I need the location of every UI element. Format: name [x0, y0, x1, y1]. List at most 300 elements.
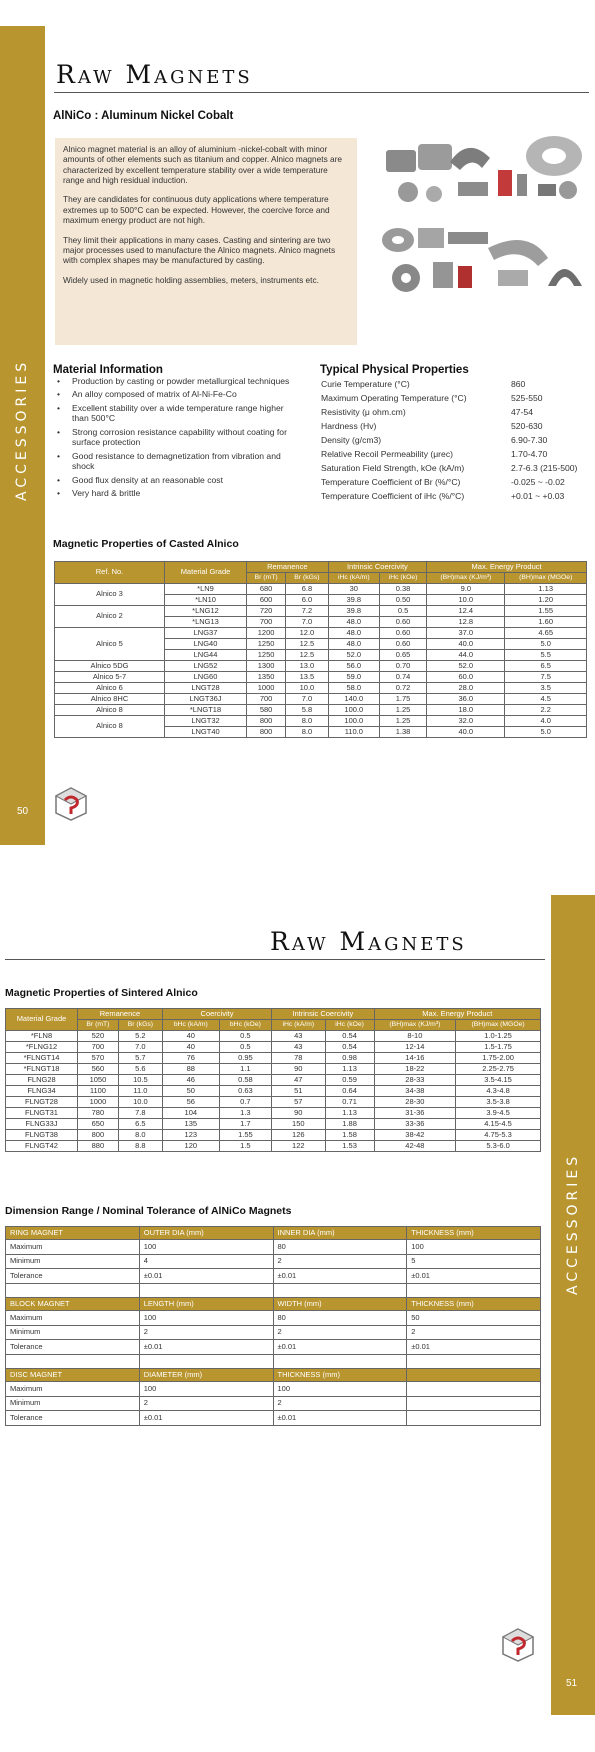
- section-header: [407, 1369, 541, 1382]
- table-row: [6, 1311, 541, 1326]
- table-cell: 12.0: [286, 627, 328, 638]
- table-cell: 100: [139, 1311, 273, 1326]
- table-cell: 3.5-3.8: [456, 1096, 541, 1107]
- table-cell: 100: [407, 1240, 541, 1255]
- table-row: [6, 1041, 541, 1052]
- column-header: Remanence: [78, 1009, 163, 1020]
- table-row: [6, 1118, 541, 1129]
- table-cell: 0.60: [379, 616, 426, 627]
- table-row: [6, 1340, 541, 1355]
- side-label: ACCESSORIES: [565, 1152, 581, 1295]
- table-cell: 8.0: [286, 726, 328, 737]
- table-cell: FLNG28: [6, 1074, 78, 1085]
- table-cell: 37.0: [427, 627, 505, 638]
- table-row: [6, 1129, 541, 1140]
- magnets-photo-2: [378, 218, 588, 298]
- table-cell: 7.5: [505, 671, 587, 682]
- table-row: [6, 1396, 541, 1411]
- table-cell: 32.0: [427, 715, 505, 726]
- table-cell: 52.0: [427, 660, 505, 671]
- table-cell: 2.25-2.75: [456, 1063, 541, 1074]
- table-cell: 100: [139, 1382, 273, 1397]
- table-cell: 31-36: [374, 1107, 456, 1118]
- spacer-cell: [273, 1354, 407, 1369]
- table-cell: 1350: [247, 671, 286, 682]
- column-subheader: (BH)max (KJ/m³): [374, 1020, 456, 1031]
- table-cell: 100: [139, 1240, 273, 1255]
- table-cell: 5.0: [505, 726, 587, 737]
- table-cell: 47: [272, 1074, 325, 1085]
- table-cell: 560: [78, 1063, 119, 1074]
- table-cell: 13.5: [286, 671, 328, 682]
- table-cell: 1.13: [325, 1107, 374, 1118]
- table-cell: 18-22: [374, 1063, 456, 1074]
- table-cell: 0.63: [219, 1085, 271, 1096]
- material-info-heading: Material Information: [53, 364, 163, 376]
- table-cell: 1.7: [219, 1118, 271, 1129]
- table-cell: 1.25: [379, 704, 426, 715]
- table-cell: LNG60: [165, 671, 247, 682]
- column-header: Intrinsic Coercivity: [328, 562, 427, 573]
- table-cell: 880: [78, 1140, 119, 1151]
- table-cell: 50: [162, 1085, 219, 1096]
- table-cell: 6.8: [286, 583, 328, 594]
- table-cell: 2: [139, 1396, 273, 1411]
- table-cell: 48.0: [328, 638, 379, 649]
- side-band: [551, 895, 595, 1715]
- intro-paragraph: Widely used in magnetic holding assemblies, meters, instruments etc.: [63, 274, 319, 285]
- intro-paragraph: Alnico magnet material is an alloy of aluminium -nickel-cobalt with minor amounts of other elements such as titanium and copper. Alnico magnets are characterized by excellent temperature stability over a wide temperature range and high residual induction.: [63, 144, 343, 186]
- table-cell: 2: [139, 1325, 273, 1340]
- table-cell: *LN10: [165, 594, 247, 605]
- table-cell: 3.5-4.15: [456, 1074, 541, 1085]
- table-cell: 0.95: [219, 1052, 271, 1063]
- table-cell: 40: [162, 1030, 219, 1041]
- section-header-row: [6, 1227, 541, 1240]
- column-subheader: iHc (kOe): [325, 1020, 374, 1031]
- spacer-cell: [139, 1354, 273, 1369]
- table-cell: 0.60: [379, 627, 426, 638]
- table-cell: 700: [247, 616, 286, 627]
- spacer-row: [6, 1354, 541, 1369]
- table-cell: Maximum: [6, 1311, 140, 1326]
- table-cell: 8.8: [118, 1140, 162, 1151]
- table-cell: 1.88: [325, 1118, 374, 1129]
- table-cell: 1200: [247, 627, 286, 638]
- table-cell: 56.0: [328, 660, 379, 671]
- table-cell: 43: [272, 1041, 325, 1052]
- table-cell: 1300: [247, 660, 286, 671]
- column-header: Material Grade: [165, 562, 247, 584]
- table-cell: 76: [162, 1052, 219, 1063]
- table-cell: 0.70: [379, 660, 426, 671]
- column-header: Material Grade: [6, 1009, 78, 1031]
- table-cell: 1.13: [505, 583, 587, 594]
- table-cell: FLNG33J: [6, 1118, 78, 1129]
- sintered-alnico-table: [5, 1008, 541, 1152]
- table-cell: 57: [272, 1096, 325, 1107]
- table-cell: FLNGT31: [6, 1107, 78, 1118]
- table-cell: 34-38: [374, 1085, 456, 1096]
- column-subheader: iHc (kA/m): [328, 573, 379, 584]
- property-name: Curie Temperature (°C): [321, 379, 410, 389]
- company-logo-icon: [53, 786, 89, 822]
- table-cell: ±0.01: [273, 1340, 407, 1355]
- table-cell: 1.3: [219, 1107, 271, 1118]
- table-cell: 12-14: [374, 1041, 456, 1052]
- table-cell: 680: [247, 583, 286, 594]
- table-row: [55, 660, 587, 671]
- section-header: BLOCK MAGNET: [6, 1298, 140, 1311]
- table-cell: 30: [328, 583, 379, 594]
- table-cell: 12.5: [286, 649, 328, 660]
- table-cell: 1.25: [379, 715, 426, 726]
- section-header: DISC MAGNET: [6, 1369, 140, 1382]
- table-cell: 10.0: [118, 1096, 162, 1107]
- table-cell: *LNG13: [165, 616, 247, 627]
- table-cell: 2: [273, 1396, 407, 1411]
- list-item: • Strong corrosion resistance capability without coating for surface protection: [55, 427, 295, 448]
- list-item: • Good resistance to demagnetization from vibration and shock: [55, 451, 295, 472]
- ref-cell: Alnico 5DG: [55, 660, 165, 671]
- table-cell: Tolerance: [6, 1411, 140, 1426]
- table-cell: 1.75: [379, 693, 426, 704]
- section-header: INNER DIA (mm): [273, 1227, 407, 1240]
- table-cell: 1.5-1.75: [456, 1041, 541, 1052]
- table-cell: 5.8: [286, 704, 328, 715]
- table-cell: 43: [272, 1030, 325, 1041]
- table-cell: 50: [407, 1311, 541, 1326]
- table-cell: 78: [272, 1052, 325, 1063]
- table-cell: 100.0: [328, 704, 379, 715]
- table-cell: 52.0: [328, 649, 379, 660]
- table-cell: 1100: [78, 1085, 119, 1096]
- table-cell: 80: [273, 1311, 407, 1326]
- intro-paragraph: They are candidates for continuous duty applications where temperature extremes up to 500°C can be expected. However, the coercive force and maximum energy product are not high.: [63, 194, 330, 226]
- table-cell: 0.54: [325, 1030, 374, 1041]
- table-cell: 33-36: [374, 1118, 456, 1129]
- table-cell: Minimum: [6, 1325, 140, 1340]
- table-cell: 800: [78, 1129, 119, 1140]
- physical-property-row: [321, 421, 589, 435]
- table-cell: 48.0: [328, 616, 379, 627]
- table-cell: 1000: [247, 682, 286, 693]
- property-name: Temperature Coefficient of iHc (%/°C): [321, 491, 465, 501]
- title-rule: [5, 959, 545, 960]
- table-cell: 520: [78, 1030, 119, 1041]
- table-row: [55, 583, 587, 594]
- property-value: 520-630: [511, 421, 543, 431]
- table-cell: 0.58: [219, 1074, 271, 1085]
- dimension-heading: Dimension Range / Nominal Tolerance of AlNiCo Magnets: [5, 1205, 292, 1217]
- spacer-cell: [139, 1283, 273, 1298]
- table-cell: 150: [272, 1118, 325, 1129]
- table-cell: 4.3-4.8: [456, 1085, 541, 1096]
- table-cell: 0.5: [219, 1030, 271, 1041]
- page-number: 51: [566, 1678, 578, 1689]
- column-subheader: (BH)max (MGOe): [505, 573, 587, 584]
- table-cell: ±0.01: [273, 1269, 407, 1284]
- table-cell: 8.0: [118, 1129, 162, 1140]
- table-cell: 4.15-4.5: [456, 1118, 541, 1129]
- list-item: • Good flux density at an reasonable cost: [55, 475, 295, 485]
- table-cell: 40.0: [427, 638, 505, 649]
- physical-property-row: [321, 491, 589, 505]
- table-row: [6, 1030, 541, 1041]
- table-row: [6, 1074, 541, 1085]
- table-cell: 720: [247, 605, 286, 616]
- intro-paragraph: They limit their applications in many cases. Casting and sintering are two major processes used to manufacture the Alnico magnets. Alnico magnets with complex shapes may be manufactured by casting.: [63, 234, 336, 266]
- table-row: [55, 715, 587, 726]
- table-cell: 0.5: [219, 1041, 271, 1052]
- property-name: Saturation Field Strength, kOe (kA/m): [321, 463, 465, 473]
- table-cell: 90: [272, 1063, 325, 1074]
- physical-property-row: [321, 463, 589, 477]
- table-cell: 44.0: [427, 649, 505, 660]
- table-cell: 13.0: [286, 660, 328, 671]
- table-cell: 10.5: [118, 1074, 162, 1085]
- table-row: [6, 1107, 541, 1118]
- table-cell: 28.0: [427, 682, 505, 693]
- column-subheader: Br (mT): [78, 1020, 119, 1031]
- page-title: Raw Magnets: [56, 60, 253, 89]
- spacer-cell: [407, 1283, 541, 1298]
- section-header: WIDTH (mm): [273, 1298, 407, 1311]
- table-row: [55, 682, 587, 693]
- property-name: Hardness (Hv): [321, 421, 377, 431]
- table-cell: 110.0: [328, 726, 379, 737]
- list-item: • Excellent stability over a wide temperature range higher than 500°C: [55, 403, 295, 424]
- table-cell: 56: [162, 1096, 219, 1107]
- property-name: Resistivity (μ ohm.cm): [321, 407, 406, 417]
- physical-property-row: [321, 477, 589, 491]
- table-cell: 800: [247, 715, 286, 726]
- physical-property-row: [321, 407, 589, 421]
- table-cell: ±0.01: [407, 1269, 541, 1284]
- column-subheader: (BH)max (KJ/m³): [427, 573, 505, 584]
- physical-property-row: [321, 435, 589, 449]
- sintered-heading: Magnetic Properties of Sintered Alnico: [5, 987, 198, 999]
- table-cell: [407, 1382, 541, 1397]
- column-header: Intrinsic Coercivity: [272, 1009, 375, 1020]
- table-cell: 1.38: [379, 726, 426, 737]
- table-cell: 580: [247, 704, 286, 715]
- column-subheader: bHc (kA/m): [162, 1020, 219, 1031]
- property-value: 47-54: [511, 407, 533, 417]
- table-cell: Tolerance: [6, 1340, 140, 1355]
- table-cell: 123: [162, 1129, 219, 1140]
- table-cell: 28-30: [374, 1096, 456, 1107]
- property-value: 1.70-4.70: [511, 449, 548, 459]
- header-row: [55, 562, 587, 573]
- table-cell: ±0.01: [139, 1269, 273, 1284]
- table-cell: 5.7: [118, 1052, 162, 1063]
- table-row: [55, 627, 587, 638]
- table-cell: LNG44: [165, 649, 247, 660]
- ref-cell: Alnico 8: [55, 715, 165, 737]
- table-cell: 6.5: [118, 1118, 162, 1129]
- table-cell: 42-48: [374, 1140, 456, 1151]
- table-cell: *LN9: [165, 583, 247, 594]
- table-cell: 40: [162, 1041, 219, 1052]
- property-value: +0.01 ~ +0.03: [511, 491, 565, 501]
- table-cell: 1000: [78, 1096, 119, 1107]
- table-cell: LNGT28: [165, 682, 247, 693]
- property-name: Density (g/cm3): [321, 435, 382, 445]
- table-cell: 6.5: [505, 660, 587, 671]
- material-info-list: [55, 376, 295, 502]
- table-cell: 800: [247, 726, 286, 737]
- table-cell: 58.0: [328, 682, 379, 693]
- table-cell: 1.60: [505, 616, 587, 627]
- intro-box: [55, 138, 357, 345]
- column-subheader: Br (mT): [247, 573, 286, 584]
- section-header: THICKNESS (mm): [407, 1298, 541, 1311]
- table-cell: 1.58: [325, 1129, 374, 1140]
- table-cell: 5.5: [505, 649, 587, 660]
- table-row: [6, 1411, 541, 1426]
- table-row: [6, 1052, 541, 1063]
- table-cell: 1.55: [505, 605, 587, 616]
- table-cell: LNGT36J: [165, 693, 247, 704]
- table-cell: 1.1: [219, 1063, 271, 1074]
- ref-cell: Alnico 5: [55, 627, 165, 660]
- table-cell: 80: [273, 1240, 407, 1255]
- table-cell: 1050: [78, 1074, 119, 1085]
- table-cell: 1250: [247, 649, 286, 660]
- table-cell: FLNGT38: [6, 1129, 78, 1140]
- physical-properties-list: [321, 379, 589, 505]
- table-cell: 0.65: [379, 649, 426, 660]
- table-cell: 2: [273, 1254, 407, 1269]
- column-header: Max. Energy Product: [374, 1009, 540, 1020]
- page-title: Raw Magnets: [270, 927, 467, 956]
- page-number: 50: [17, 806, 29, 817]
- table-cell: ±0.01: [273, 1411, 407, 1426]
- section-header: THICKNESS (mm): [273, 1369, 407, 1382]
- table-cell: 140.0: [328, 693, 379, 704]
- table-cell: 7.8: [118, 1107, 162, 1118]
- table-cell: 0.50: [379, 594, 426, 605]
- table-cell: 59.0: [328, 671, 379, 682]
- table-cell: 12.8: [427, 616, 505, 627]
- table-cell: 2.2: [505, 704, 587, 715]
- ref-cell: Alnico 3: [55, 583, 165, 605]
- casted-alnico-table: [54, 561, 587, 738]
- subheader-row: [6, 1020, 541, 1031]
- table-row: [6, 1240, 541, 1255]
- table-cell: 0.7: [219, 1096, 271, 1107]
- table-cell: 39.8: [328, 605, 379, 616]
- physical-property-row: [321, 379, 589, 393]
- table-cell: 5.3-6.0: [456, 1140, 541, 1151]
- table-row: [55, 605, 587, 616]
- section-header: RING MAGNET: [6, 1227, 140, 1240]
- table-cell: 100.0: [328, 715, 379, 726]
- table-cell: 0.59: [325, 1074, 374, 1085]
- ref-cell: Alnico 6: [55, 682, 165, 693]
- list-item: • An alloy composed of matrix of Al-Ni-Fe-Co: [55, 389, 295, 399]
- table-cell: 4.65: [505, 627, 587, 638]
- table-cell: *FLNGT14: [6, 1052, 78, 1063]
- table-row: [6, 1096, 541, 1107]
- table-cell: 4: [139, 1254, 273, 1269]
- table-cell: 3.5: [505, 682, 587, 693]
- table-cell: *LNG12: [165, 605, 247, 616]
- table-cell: 28-33: [374, 1074, 456, 1085]
- spacer-cell: [6, 1354, 140, 1369]
- table-cell: ±0.01: [139, 1340, 273, 1355]
- table-cell: 4.75-5.3: [456, 1129, 541, 1140]
- table-cell: ±0.01: [139, 1411, 273, 1426]
- page-50: [0, 0, 595, 845]
- table-cell: 18.0: [427, 704, 505, 715]
- table-row: [6, 1063, 541, 1074]
- table-cell: 51: [272, 1085, 325, 1096]
- table-cell: 0.71: [325, 1096, 374, 1107]
- table-cell: 3.9-4.5: [456, 1107, 541, 1118]
- table-cell: 5.2: [118, 1030, 162, 1041]
- table-cell: 2: [407, 1325, 541, 1340]
- company-logo-icon: [500, 1627, 536, 1663]
- section-subtitle: AlNiCo : Aluminum Nickel Cobalt: [53, 110, 234, 122]
- table-cell: 7.0: [286, 616, 328, 627]
- table-cell: 2: [273, 1325, 407, 1340]
- table-cell: 700: [247, 693, 286, 704]
- table-cell: 7.0: [286, 693, 328, 704]
- table-cell: 120: [162, 1140, 219, 1151]
- property-value: -0.025 ~ -0.02: [511, 477, 565, 487]
- table-cell: Minimum: [6, 1396, 140, 1411]
- spacer-cell: [6, 1283, 140, 1298]
- table-cell: LNG37: [165, 627, 247, 638]
- table-cell: 88: [162, 1063, 219, 1074]
- table-cell: [407, 1411, 541, 1426]
- table-cell: FLNGT42: [6, 1140, 78, 1151]
- table-cell: 1.55: [219, 1129, 271, 1140]
- table-cell: FLNG34: [6, 1085, 78, 1096]
- table-cell: 48.0: [328, 627, 379, 638]
- table-cell: 1.53: [325, 1140, 374, 1151]
- spacer-cell: [407, 1354, 541, 1369]
- ref-cell: Alnico 5-7: [55, 671, 165, 682]
- table-cell: 122: [272, 1140, 325, 1151]
- column-header: Remanence: [247, 562, 329, 573]
- table-cell: 600: [247, 594, 286, 605]
- ref-cell: Alnico 8: [55, 704, 165, 715]
- ref-cell: Alnico 8HC: [55, 693, 165, 704]
- ref-cell: Alnico 2: [55, 605, 165, 627]
- table-cell: 7.0: [118, 1041, 162, 1052]
- property-value: 525-550: [511, 393, 543, 403]
- table-cell: [407, 1396, 541, 1411]
- side-label: ACCESSORIES: [14, 358, 30, 501]
- casted-heading: Magnetic Properties of Casted Alnico: [53, 538, 239, 550]
- table-cell: 1.13: [325, 1063, 374, 1074]
- table-cell: *LNGT18: [165, 704, 247, 715]
- table-cell: 126: [272, 1129, 325, 1140]
- table-cell: ±0.01: [407, 1340, 541, 1355]
- magnets-photo-1: [378, 132, 588, 212]
- table-cell: LNGT40: [165, 726, 247, 737]
- section-header-row: [6, 1298, 541, 1311]
- table-cell: 1.5: [219, 1140, 271, 1151]
- table-cell: 60.0: [427, 671, 505, 682]
- table-cell: *FLNG12: [6, 1041, 78, 1052]
- table-cell: *FLN8: [6, 1030, 78, 1041]
- table-cell: 38-42: [374, 1129, 456, 1140]
- table-cell: 9.0: [427, 583, 505, 594]
